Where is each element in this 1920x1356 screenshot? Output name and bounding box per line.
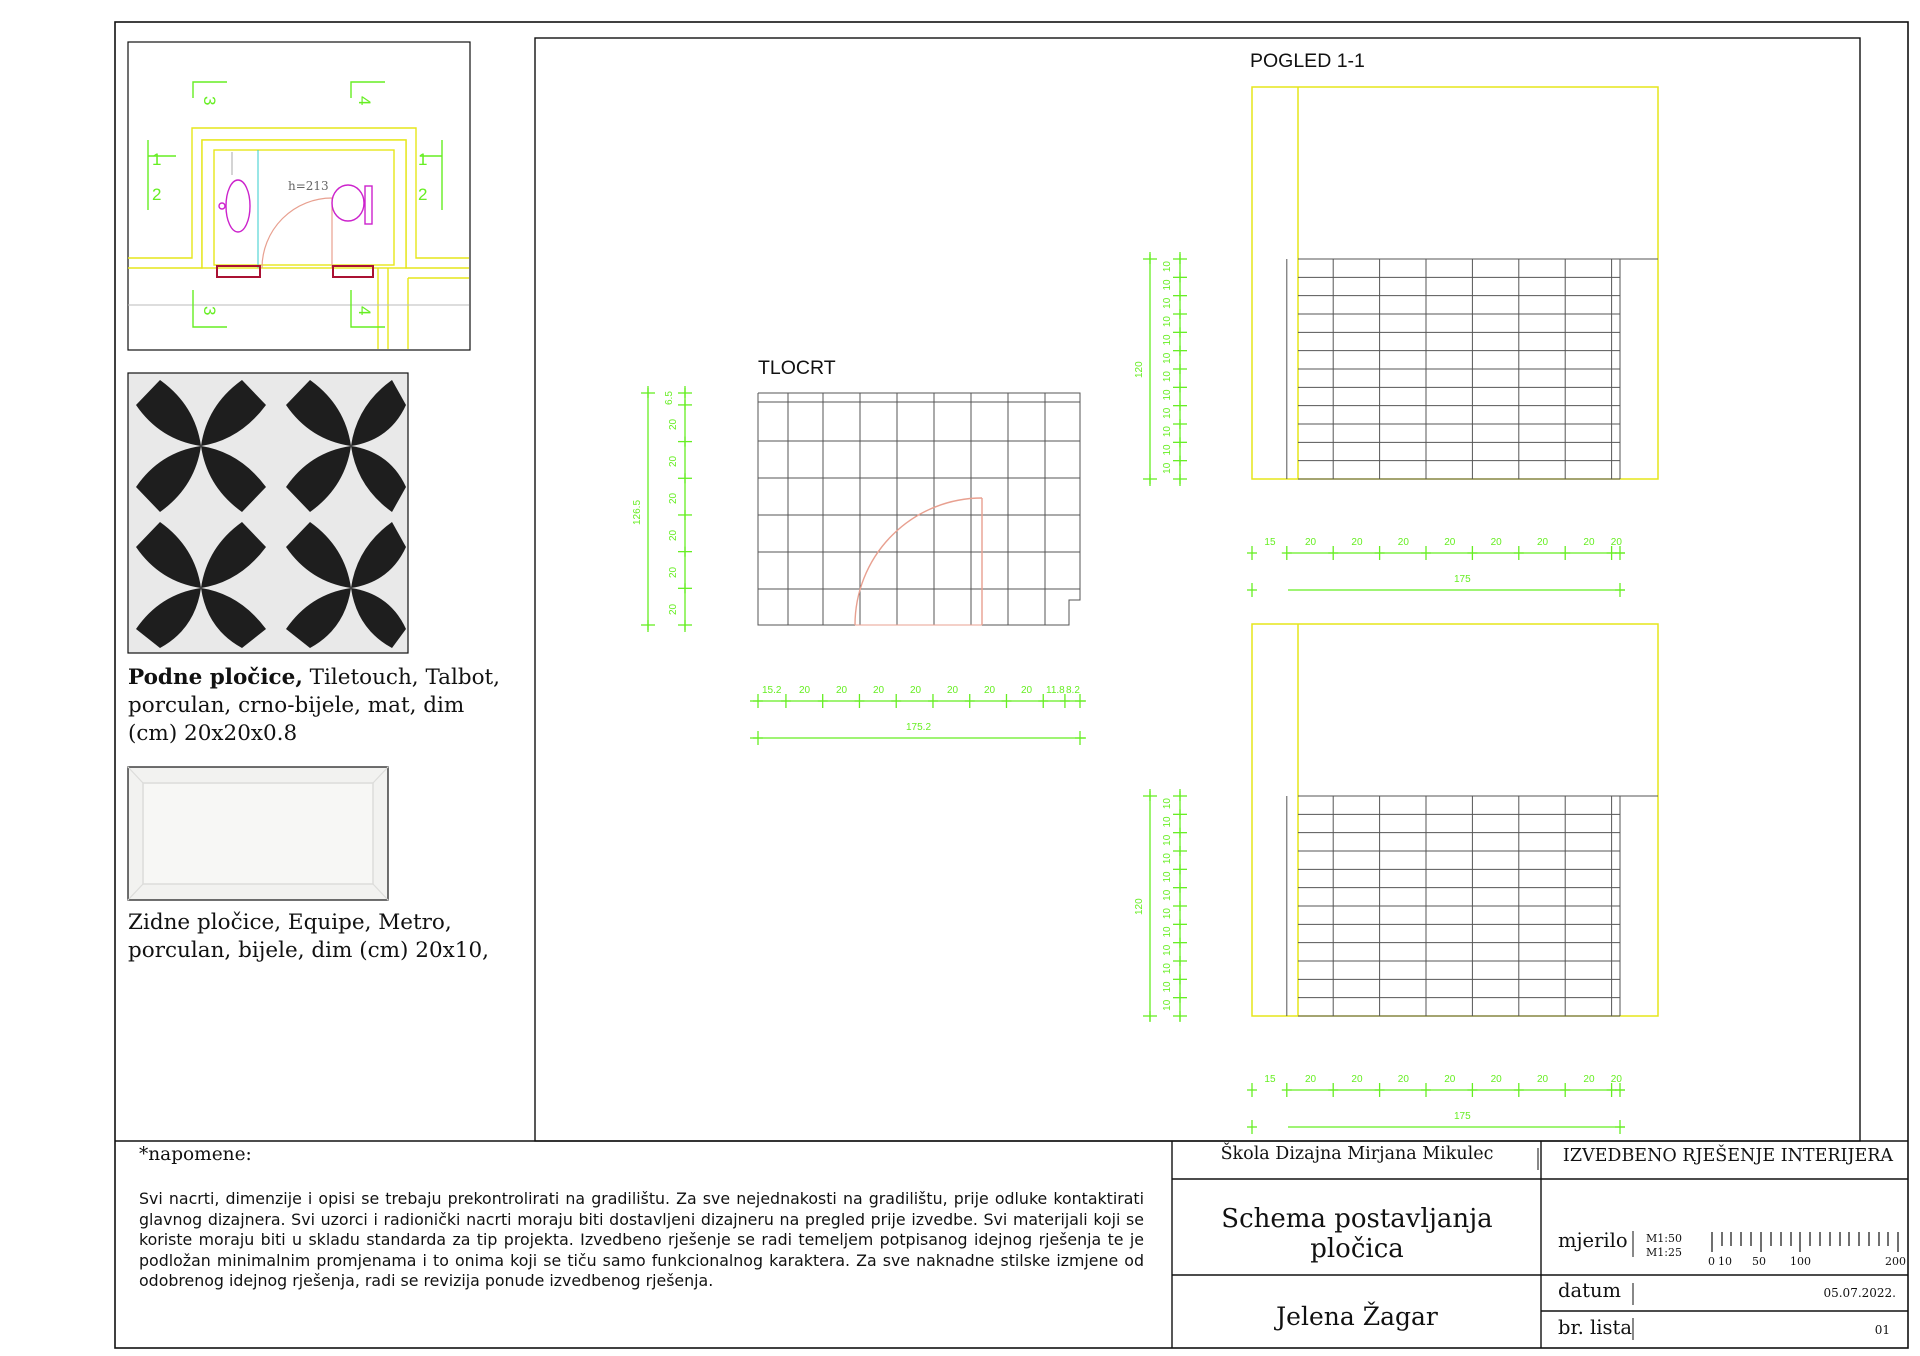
dimension-label: 20 — [1305, 537, 1317, 548]
date-label: datum — [1558, 1279, 1621, 1302]
svg-text:20: 20 — [947, 685, 959, 696]
door-swing-arc — [855, 498, 982, 625]
dimension-label: 20 — [1610, 1074, 1622, 1085]
dimension-label: 20 — [1305, 1074, 1317, 1085]
svg-text:4: 4 — [355, 306, 374, 316]
svg-text:20: 20 — [873, 685, 885, 696]
notes-body: Svi nacrti, dimenzije i opisi se trebaju prekontrolirati na gradilištu. Za sve nejednakosti na gradilištu, prije odluke kontaktirati glavnog dizajnera. Svi uzorci i radionički nacrti moraju biti dostavljeni dizajneru na pregled prije izvedbe. Svi materijali koji se koriste moraju biti u skladu standarda za tip projekta. Izvedbeno rješenje se radi temeljem potpisanog idejnog rješenja te je podložan minimalnim promjenama i to onima koji se tiču samo funkcionalnog karaktera. Za sve naknadne stilske izmjene od odobrenog idejnog rješenja, radi se revizija ponude izvedbenog rješenja. — [139, 1189, 1144, 1290]
svg-text:20: 20 — [1021, 685, 1033, 696]
svg-text:11.8: 11.8 — [1046, 685, 1065, 696]
dimension-label: 10 — [1162, 908, 1173, 920]
dimension-label: 20 — [1537, 1074, 1549, 1085]
svg-text:2: 2 — [152, 185, 162, 204]
scale-tick-0: 0 — [1708, 1255, 1715, 1268]
svg-text:2: 2 — [418, 185, 428, 204]
svg-text:20: 20 — [668, 418, 679, 430]
dimension-label: 20 — [1490, 1074, 1502, 1085]
scale-tick-10: 10 — [1718, 1255, 1732, 1268]
author-name: Jelena Žagar — [1276, 1302, 1438, 1331]
school-name: Škola Dizajna Mirjana Mikulec — [1220, 1144, 1494, 1164]
sheet-number-value: 01 — [1874, 1323, 1890, 1337]
key-plan-height: h=213 — [288, 179, 329, 193]
svg-text:20: 20 — [836, 685, 848, 696]
dimension-label: 10 — [1162, 926, 1173, 938]
dimension-label: 20 — [1490, 537, 1502, 548]
dimension-label: 10 — [1162, 316, 1173, 328]
main-viewport-frame — [535, 38, 1860, 1141]
dimension-label: 10 — [1162, 816, 1173, 828]
svg-text:8.2: 8.2 — [1066, 685, 1080, 696]
dimension-label: 10 — [1162, 261, 1173, 273]
date-value: 05.07.2022. — [1823, 1286, 1896, 1300]
svg-text:1: 1 — [418, 150, 428, 169]
scale-tick-200: 200 — [1885, 1255, 1906, 1268]
key-plan — [128, 42, 470, 350]
project-type: IZVEDBENO RJEŠENJE INTERIJERA — [1562, 1146, 1894, 1166]
dimension-label: 10 — [1162, 963, 1173, 975]
svg-text:3: 3 — [200, 96, 219, 106]
dimension-label: 10 — [1162, 462, 1173, 474]
dimension-label: 10 — [1162, 371, 1173, 383]
dimension-label: 20 — [1351, 1074, 1363, 1085]
floor-tile-swatch — [128, 373, 408, 653]
floor-tile-caption — [128, 664, 500, 748]
wall-tile-swatch — [128, 767, 388, 900]
scale-bar — [1712, 1232, 1898, 1252]
dimension-label: 10 — [1162, 352, 1173, 364]
dimension-label: 20 — [1610, 537, 1622, 548]
dimension-label: 10 — [1162, 389, 1173, 401]
svg-text:1: 1 — [152, 150, 162, 169]
svg-text:6.5: 6.5 — [664, 391, 675, 405]
svg-text:175: 175 — [1454, 1111, 1471, 1122]
svg-text:20: 20 — [799, 685, 811, 696]
dimension-ticks — [641, 254, 1625, 1134]
svg-text:120: 120 — [1134, 361, 1145, 378]
dimension-label: 10 — [1162, 834, 1173, 846]
dimension-label: 10 — [1162, 334, 1173, 346]
dimension-label: 20 — [1583, 537, 1595, 548]
dimension-label: 15 — [1264, 537, 1276, 548]
svg-text:20: 20 — [984, 685, 996, 696]
floor-tile-description: Tiletouch, Talbot, porculan, crno-bijele, mat, dim (cm) 20x20x0.8 — [128, 665, 501, 746]
dimension-label: 15 — [1264, 1074, 1276, 1085]
svg-text:20: 20 — [668, 566, 679, 578]
dimension-label: 20 — [1444, 537, 1456, 548]
dimension-label: 20 — [1397, 1074, 1409, 1085]
plan-view-title: TLOCRT — [758, 357, 836, 379]
scale-value-2: M1:25 — [1646, 1246, 1682, 1259]
sheet-number-label: br. lista — [1558, 1316, 1633, 1339]
dimension-label: 20 — [1444, 1074, 1456, 1085]
dimension-label: 20 — [1583, 1074, 1595, 1085]
svg-text:20: 20 — [910, 685, 922, 696]
scale-value-1: M1:50 — [1646, 1232, 1682, 1245]
notes-title: *napomene: — [139, 1144, 252, 1165]
dimension-label: 10 — [1162, 297, 1173, 309]
dimension-label: 10 — [1162, 889, 1173, 901]
dimension-label: 10 — [1162, 407, 1173, 419]
svg-text:3: 3 — [200, 306, 219, 316]
dimension-label: 10 — [1162, 279, 1173, 291]
dimension-label: 10 — [1162, 944, 1173, 956]
scale-tick-100: 100 — [1790, 1255, 1811, 1268]
svg-text:20: 20 — [668, 529, 679, 541]
dimension-label: 20 — [1537, 537, 1549, 548]
elevation-view-title: POGLED 1-1 — [1250, 50, 1365, 72]
svg-text:20: 20 — [668, 455, 679, 467]
dimension-label: 10 — [1162, 981, 1173, 993]
svg-text:120: 120 — [1134, 898, 1145, 915]
dimension-label: 20 — [1397, 537, 1409, 548]
elevation-lower — [1252, 624, 1658, 1016]
svg-text:175: 175 — [1454, 574, 1471, 585]
dimension-label: 20 — [1351, 537, 1363, 548]
floor-plan-tile-grid — [758, 393, 1080, 625]
dimension-label: 10 — [1162, 426, 1173, 438]
dimension-label: 10 — [1162, 871, 1173, 883]
scale-label: mjerilo — [1558, 1229, 1628, 1252]
dimension-label: 10 — [1162, 853, 1173, 865]
svg-text:4: 4 — [355, 96, 374, 106]
svg-text:175.2: 175.2 — [906, 722, 932, 733]
svg-text:126.5: 126.5 — [632, 499, 643, 525]
drawing-title: Schema postavljanja pločica — [1221, 1204, 1493, 1264]
dimension-label: 10 — [1162, 798, 1173, 810]
dimension-label: 10 — [1162, 444, 1173, 456]
svg-text:20: 20 — [668, 492, 679, 504]
scale-tick-50: 50 — [1752, 1255, 1766, 1268]
elevation-upper — [1252, 87, 1658, 479]
svg-text:15.2: 15.2 — [762, 685, 782, 696]
dimension-label: 10 — [1162, 999, 1173, 1011]
floor-tile-name: Podne pločice, — [128, 665, 303, 690]
wall-tile-caption: Zidne pločice, Equipe, Metro, porculan, bijele, dim (cm) 20x10, — [128, 910, 489, 963]
svg-text:20: 20 — [668, 603, 679, 615]
